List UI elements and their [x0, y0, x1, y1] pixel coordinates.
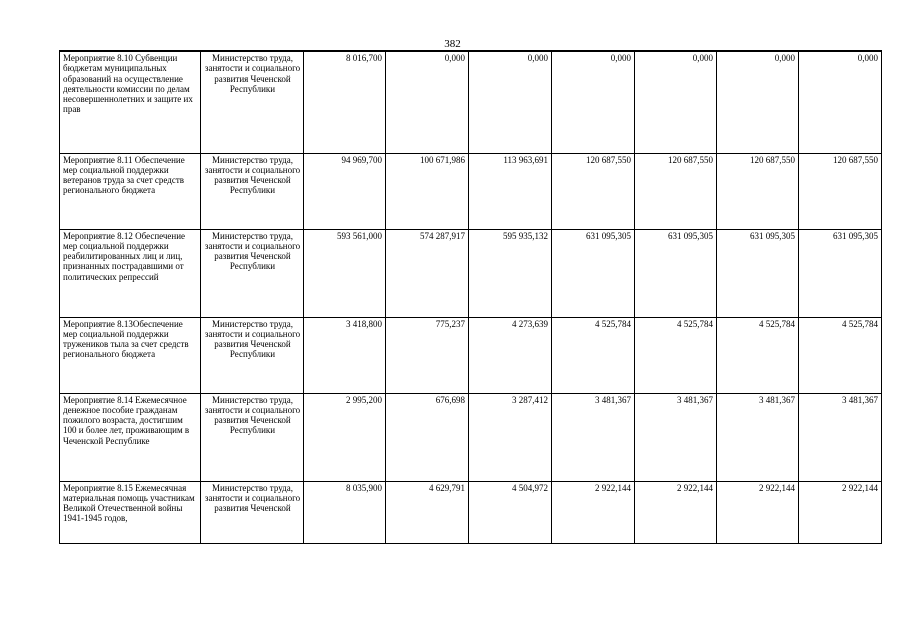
- value-cell: 631 095,305: [552, 229, 635, 317]
- value-cell: 113 963,691: [469, 153, 552, 229]
- value-cell: 4 525,784: [717, 317, 799, 393]
- value-cell: 631 095,305: [799, 229, 882, 317]
- value-cell: 8 035,900: [304, 481, 386, 543]
- value-cell: 775,237: [386, 317, 469, 393]
- value-cell: 3 481,367: [799, 393, 882, 481]
- activity-name-cell: Мероприятие 8.13Обеспечение мер социальной поддержки тружеников тыла за счет средств регионального бюджета: [60, 317, 201, 393]
- table-row: [60, 317, 882, 393]
- table-row: [60, 153, 882, 229]
- value-cell: 4 525,784: [552, 317, 635, 393]
- value-cell: 631 095,305: [717, 229, 799, 317]
- value-cell: 4 504,972: [469, 481, 552, 543]
- activity-name-cell: Мероприятие 8.14 Ежемесячное денежное пособие гражданам пожилого возраста, достигшим 100 и более лет, проживающим в Чеченской Республике: [60, 393, 201, 481]
- value-cell: 0,000: [799, 51, 882, 153]
- activity-name-cell: Мероприятие 8.15 Ежемесячная материальная помощь участникам Великой Отечественной войны 1941-1945 годов,: [60, 481, 201, 543]
- value-cell: 3 287,412: [469, 393, 552, 481]
- activity-name-cell: Мероприятие 8.11 Обеспечение мер социальной поддержки ветеранов труда за счет средств регионального бюджета: [60, 153, 201, 229]
- value-cell: 4 629,791: [386, 481, 469, 543]
- value-cell: 2 922,144: [717, 481, 799, 543]
- value-cell: 3 418,800: [304, 317, 386, 393]
- page-number: 382: [444, 38, 461, 50]
- value-cell: 3 481,367: [717, 393, 799, 481]
- value-cell: 120 687,550: [799, 153, 882, 229]
- value-cell: 100 671,986: [386, 153, 469, 229]
- table-row: [60, 393, 882, 481]
- value-cell: 120 687,550: [552, 153, 635, 229]
- value-cell: 8 016,700: [304, 51, 386, 153]
- table-row: [60, 229, 882, 317]
- responsible-org-cell: Министерство труда, занятости и социального развития Чеченской: [201, 481, 304, 543]
- value-cell: 120 687,550: [717, 153, 799, 229]
- activity-name-cell: Мероприятие 8.12 Обеспечение мер социальной поддержки реабилитированных лиц и лиц, признанных пострадавшими от политических репрессий: [60, 229, 201, 317]
- responsible-org-cell: Министерство труда, занятости и социального развития Чеченской Республики: [201, 153, 304, 229]
- value-cell: 94 969,700: [304, 153, 386, 229]
- responsible-org-cell: Министерство труда, занятости и социального развития Чеченской Республики: [201, 317, 304, 393]
- responsible-org-cell: Министерство труда, занятости и социального развития Чеченской Республики: [201, 51, 304, 153]
- budget-table: [59, 50, 882, 544]
- value-cell: 631 095,305: [635, 229, 717, 317]
- value-cell: 676,698: [386, 393, 469, 481]
- value-cell: 593 561,000: [304, 229, 386, 317]
- value-cell: 0,000: [469, 51, 552, 153]
- value-cell: 0,000: [552, 51, 635, 153]
- value-cell: 0,000: [386, 51, 469, 153]
- table-row: [60, 51, 882, 153]
- activity-name-cell: Мероприятие 8.10 Субвенции бюджетам муниципальных образований на осуществление деятельности комиссии по делам несовершеннолетних и защите их прав: [60, 51, 201, 153]
- value-cell: 2 922,144: [799, 481, 882, 543]
- responsible-org-cell: Министерство труда, занятости и социального развития Чеченской Республики: [201, 393, 304, 481]
- value-cell: 4 525,784: [635, 317, 717, 393]
- value-cell: 574 287,917: [386, 229, 469, 317]
- value-cell: 2 922,144: [635, 481, 717, 543]
- value-cell: 2 995,200: [304, 393, 386, 481]
- value-cell: 3 481,367: [552, 393, 635, 481]
- value-cell: 120 687,550: [635, 153, 717, 229]
- table-row: [60, 481, 882, 543]
- value-cell: 2 922,144: [552, 481, 635, 543]
- value-cell: 595 935,132: [469, 229, 552, 317]
- responsible-org-cell: Министерство труда, занятости и социального развития Чеченской Республики: [201, 229, 304, 317]
- value-cell: 4 273,639: [469, 317, 552, 393]
- value-cell: 4 525,784: [799, 317, 882, 393]
- value-cell: 0,000: [635, 51, 717, 153]
- value-cell: 0,000: [717, 51, 799, 153]
- value-cell: 3 481,367: [635, 393, 717, 481]
